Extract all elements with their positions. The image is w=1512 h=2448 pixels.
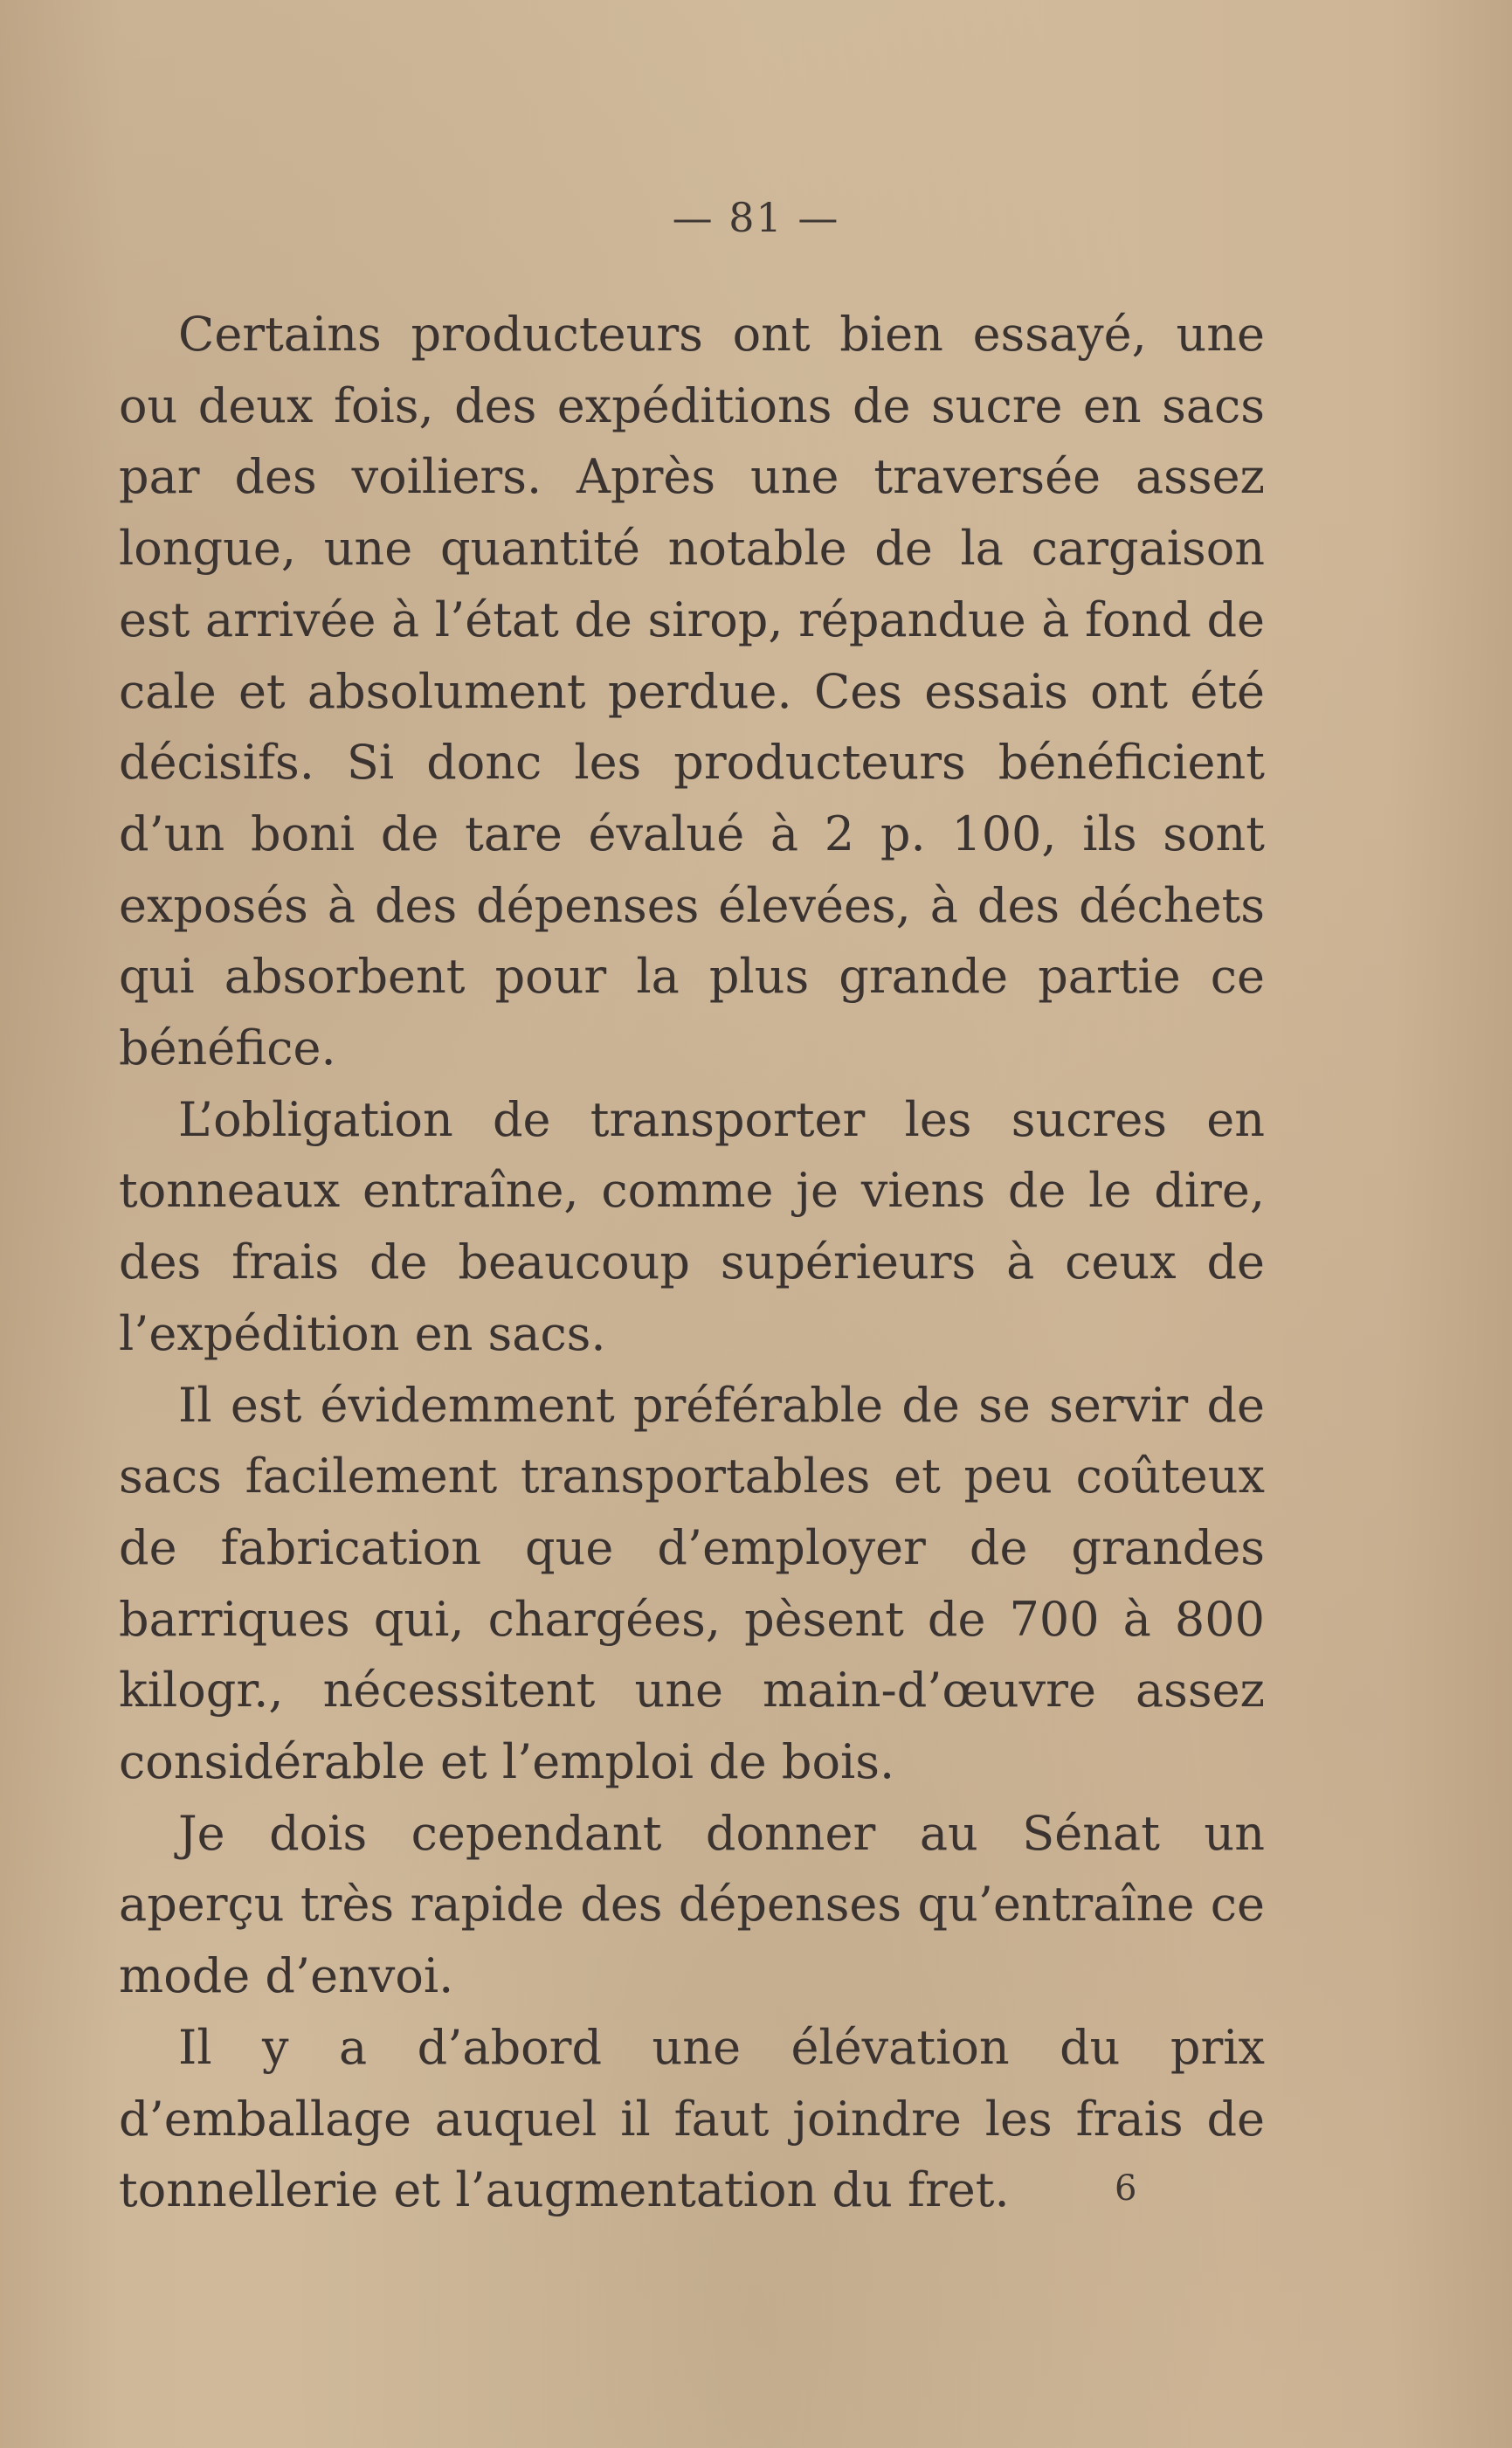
paragraph-2: L’obligation de transporter les sucres en tonneaux entraîne, comme je viens de le dire, des frais de beaucoup supérieurs à ceux de l’expédition en sacs. [119, 1091, 1265, 1361]
paragraph-1: Certains producteurs ont bien essayé, une ou deux fois, des expéditions de sucre en sacs par des voiliers. Après une traversée assez longue, une quantité notable de la cargaison est arrivée à l’état de sirop, répandue à fond de cale et absolument perdue. Ces essais ont été décisifs. Si donc les producteurs bénéficient d’un boni de tare évalué à 2 p. 100, ils sont exposés à des dépenses élevées, à des déchets qui absorbent pour la plus grande partie ce bénéfice. [119, 307, 1265, 1076]
paragraph-3: Il est évidemment préférable de se servir de sacs facilement transportables et peu coûteux de fabrication que d’employer de grandes barriques qui, chargées, pèsent de 700 à 800 kilogr., nécessitent une main-d’œuvre assez considérable et l’emploi de bois. [119, 1377, 1265, 1790]
body-text [119, 299, 1265, 2226]
paragraph-4: Je dois cependant donner au Sénat un aperçu très rapide des dépenses qu’entraîne ce mode d’envoi. [119, 1805, 1265, 2004]
signature-mark: 6 [1115, 2168, 1137, 2209]
page-number-header: — 81 — [672, 194, 840, 241]
paragraph-5: Il y a d’abord une élévation du prix d’emballage auquel il faut joindre les frais de tonnellerie et l’augmentation du fret. [119, 2019, 1265, 2218]
